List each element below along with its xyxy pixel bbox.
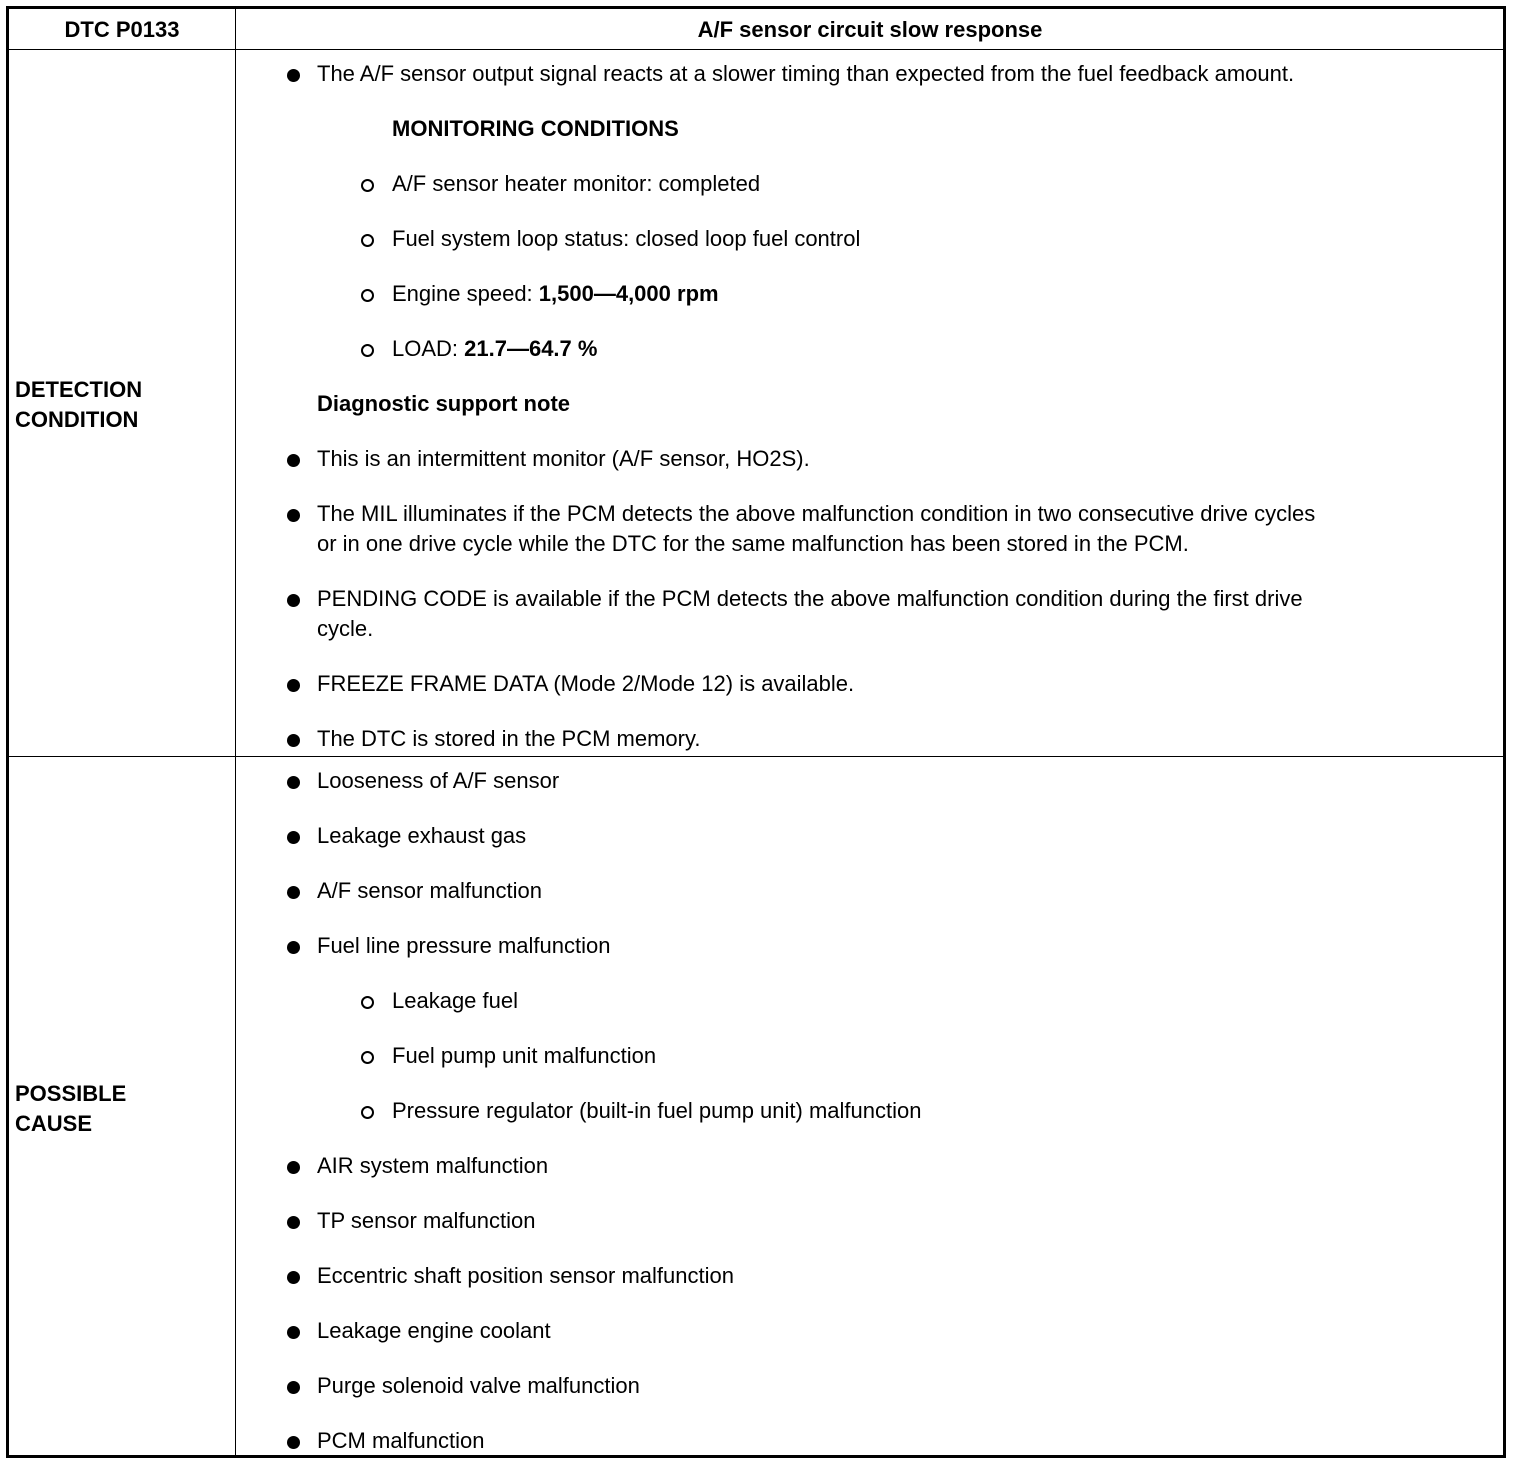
cause-item: Looseness of A/F sensor bbox=[317, 768, 560, 793]
monitoring-load bbox=[392, 334, 597, 364]
cause-item: Fuel line pressure malfunction bbox=[317, 933, 611, 958]
dtc-table bbox=[6, 6, 1506, 1458]
bullet-icon bbox=[287, 734, 300, 747]
bullet-icon bbox=[287, 1326, 300, 1339]
bullet-icon bbox=[287, 1436, 300, 1449]
circle-bullet-icon bbox=[361, 289, 374, 302]
note-pending-line1: PENDING CODE is available if the PCM detects the above malfunction condition during the first drive bbox=[317, 586, 1303, 611]
note-freeze-frame: FREEZE FRAME DATA (Mode 2/Mode 12) is available. bbox=[317, 671, 855, 696]
cause-subitem: Fuel pump unit malfunction bbox=[392, 1043, 657, 1068]
bullet-icon bbox=[287, 509, 300, 522]
cause-label-line1: POSSIBLE bbox=[15, 1081, 127, 1106]
cause-item: Leakage exhaust gas bbox=[317, 823, 527, 848]
cause-item: TP sensor malfunction bbox=[317, 1208, 536, 1233]
note-dtc-stored: The DTC is stored in the PCM memory. bbox=[317, 726, 701, 751]
detection-label-line2: CONDITION bbox=[15, 407, 139, 432]
column-divider bbox=[235, 9, 236, 1455]
monitoring-loop: Fuel system loop status: closed loop fuel control bbox=[392, 226, 861, 251]
circle-bullet-icon bbox=[361, 1051, 374, 1064]
circle-bullet-icon bbox=[361, 344, 374, 357]
note-intermittent: This is an intermittent monitor (A/F sensor, HO2S). bbox=[317, 446, 810, 471]
cause-item: PCM malfunction bbox=[317, 1428, 485, 1453]
bullet-icon bbox=[287, 1381, 300, 1394]
circle-bullet-icon bbox=[361, 234, 374, 247]
load-value: 21.7—64.7 % bbox=[464, 336, 598, 361]
dtc-code: DTC P0133 bbox=[64, 17, 180, 42]
cause-item: Eccentric shaft position sensor malfunction bbox=[317, 1263, 734, 1288]
bullet-icon bbox=[287, 679, 300, 692]
note-mil-line1: The MIL illuminates if the PCM detects the above malfunction condition in two consecutive drive cycles bbox=[317, 501, 1316, 526]
cause-subitem: Leakage fuel bbox=[392, 988, 518, 1013]
bullet-icon bbox=[287, 1271, 300, 1284]
support-note-heading: Diagnostic support note bbox=[317, 391, 570, 416]
bullet-icon bbox=[287, 831, 300, 844]
bullet-icon bbox=[287, 941, 300, 954]
row-divider bbox=[9, 756, 1503, 757]
circle-bullet-icon bbox=[361, 179, 374, 192]
circle-bullet-icon bbox=[361, 1106, 374, 1119]
engine-speed-label: Engine speed: bbox=[392, 281, 539, 306]
load-label: LOAD: bbox=[392, 336, 465, 361]
bullet-icon bbox=[287, 1216, 300, 1229]
note-mil-line2: or in one drive cycle while the DTC for the same malfunction has been stored in the PCM. bbox=[317, 531, 1189, 556]
cause-item: Leakage engine coolant bbox=[317, 1318, 551, 1343]
possible-cause-label bbox=[15, 1079, 126, 1139]
bullet-icon bbox=[287, 454, 300, 467]
cause-subitem: Pressure regulator (built-in fuel pump unit) malfunction bbox=[392, 1098, 922, 1123]
bullet-icon bbox=[287, 776, 300, 789]
engine-speed-value: 1,500—4,000 rpm bbox=[538, 281, 719, 306]
detection-label-line1: DETECTION bbox=[15, 377, 143, 402]
detection-intro: The A/F sensor output signal reacts at a slower timing than expected from the fuel feedback amount. bbox=[317, 61, 1295, 86]
cause-label-line2: CAUSE bbox=[15, 1111, 93, 1136]
cause-item: Purge solenoid valve malfunction bbox=[317, 1373, 640, 1398]
bullet-icon bbox=[287, 594, 300, 607]
cause-item: AIR system malfunction bbox=[317, 1153, 549, 1178]
detection-condition-label bbox=[15, 375, 142, 435]
circle-bullet-icon bbox=[361, 996, 374, 1009]
dtc-title: A/F sensor circuit slow response bbox=[697, 17, 1043, 42]
bullet-icon bbox=[287, 69, 300, 82]
bullet-icon bbox=[287, 886, 300, 899]
note-pending-line2: cycle. bbox=[317, 616, 374, 641]
header-divider bbox=[9, 49, 1503, 50]
bullet-icon bbox=[287, 1161, 300, 1174]
monitoring-engine-speed bbox=[392, 279, 719, 309]
cause-item: A/F sensor malfunction bbox=[317, 878, 542, 903]
monitoring-heading: MONITORING CONDITIONS bbox=[392, 116, 679, 141]
monitoring-heater: A/F sensor heater monitor: completed bbox=[392, 171, 761, 196]
